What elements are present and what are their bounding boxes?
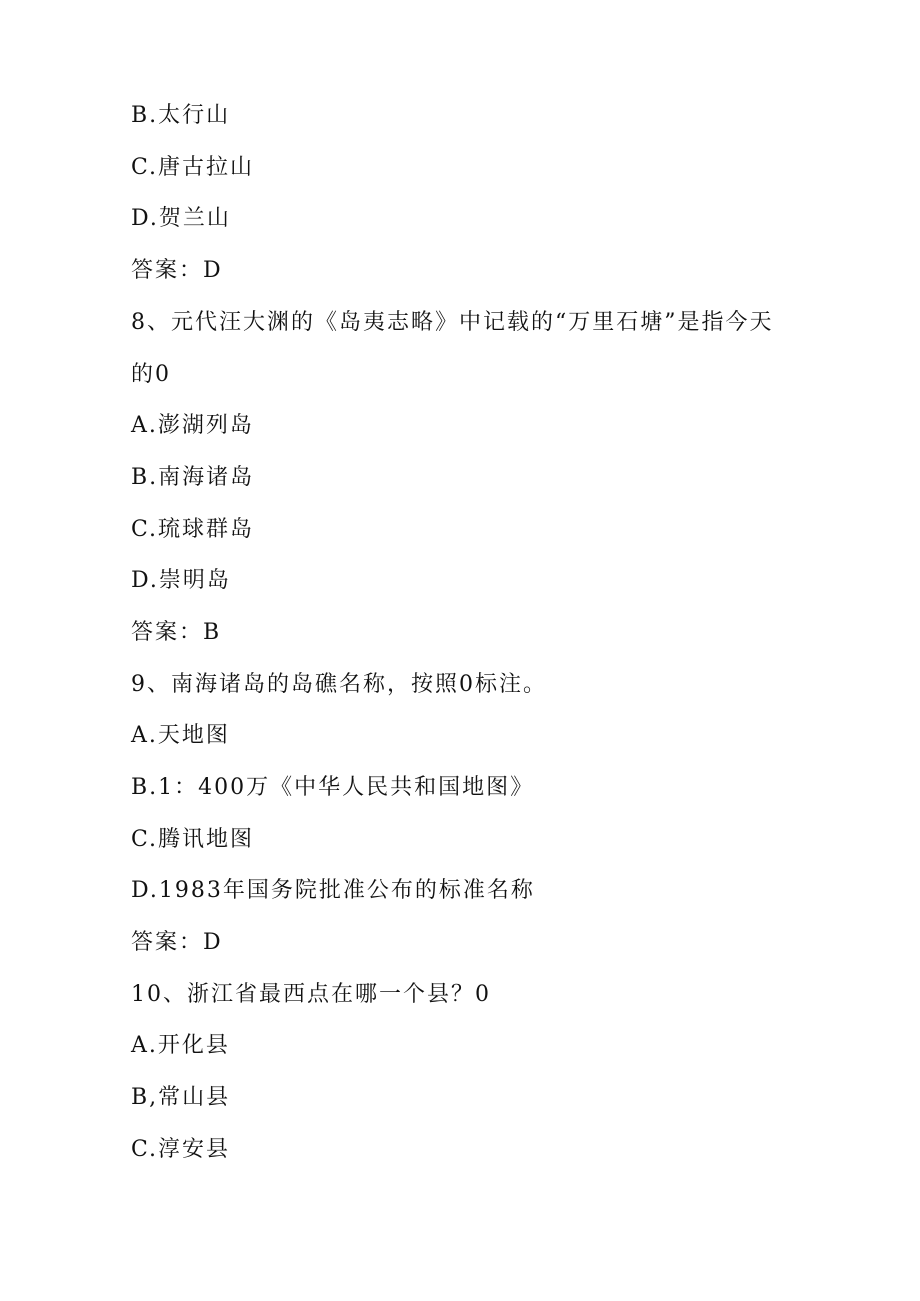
option-c-line: C.唐古拉山: [131, 155, 255, 180]
option-b-line: B.南海诸岛: [131, 465, 255, 490]
option-a-line: A.开化县: [131, 1033, 230, 1058]
option-d-line: D.贺兰山: [131, 206, 231, 231]
option-c-line: C.淳安县: [131, 1137, 231, 1162]
question-9-line: 9、南海诸岛的岛礁名称，按照0标注。: [131, 672, 547, 697]
option-c-line: C.琉球群岛: [131, 517, 255, 542]
option-d-line: D.1983年国务院批准公布的标准名称: [131, 878, 535, 903]
option-b-line: B.1：400万《中华人民共和国地图》: [131, 775, 535, 800]
answer-line: 答案：D: [131, 258, 223, 283]
answer-line: 答案：B: [131, 620, 222, 645]
question-10-line: 10、浙江省最西点在哪一个县？0: [131, 982, 491, 1007]
option-c-line: C.腾讯地图: [131, 827, 255, 852]
option-b-line: B,常山县: [131, 1085, 231, 1110]
option-a-line: A.天地图: [131, 723, 230, 748]
question-8-line: 8、元代汪大渊的《岛夷志略》中记载的“万里石塘”是指今天: [131, 310, 774, 335]
answer-line: 答案：D: [131, 930, 223, 955]
option-d-line: D.崇明岛: [131, 568, 231, 593]
question-8-continuation: 的0: [131, 362, 171, 387]
option-a-line: A.澎湖列岛: [131, 413, 254, 438]
option-b-line: B.太行山: [131, 103, 231, 128]
